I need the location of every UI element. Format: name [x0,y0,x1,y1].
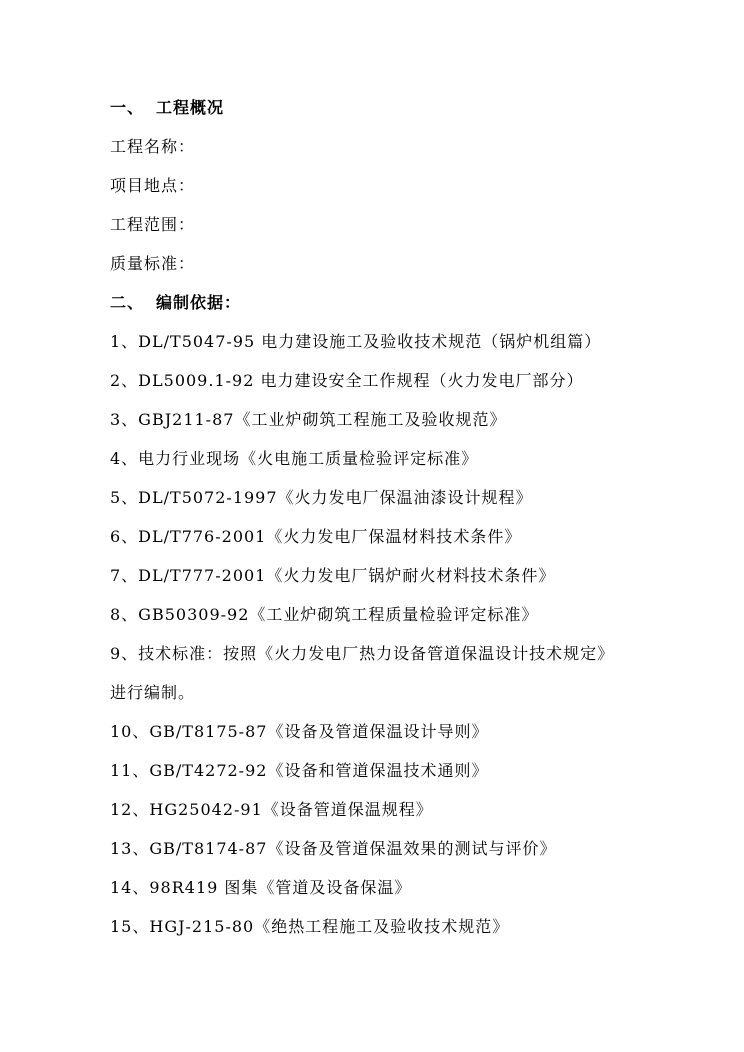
field-label: 工程范围： [110,215,196,234]
field-label: 工程名称： [110,137,196,156]
list-item: 7、DL/T777-2001《火力发电厂锅炉耐火材料技术条件》 [110,566,556,585]
field-project-location [110,176,205,196]
list-item: 6、DL/T776-2001《火力发电厂保温材料技术条件》 [110,527,522,546]
list-item: 9、技术标准：按照《火力发电厂热力设备管道保温设计技术规定》 [110,644,615,663]
list-item: 4、电力行业现场《火电施工质量检验评定标准》 [110,449,479,468]
list-item: 13、GB/T8174-87《设备及管道保温效果的测试与评价》 [110,839,557,858]
list-item: 2、DL5009.1-92 电力建设安全工作规程（火力发电厂部分） [110,371,584,390]
field-project-scope [110,215,205,235]
list-item-continuation: 进行编制。 [110,683,196,702]
list-item: 10、GB/T8175-87《设备及管道保温设计导则》 [110,722,489,741]
section-number: 二、 [110,293,145,312]
list-item: 8、GB50309-92《工业炉砌筑工程质量检验评定标准》 [110,605,539,624]
list-item: 5、DL/T5072-1997《火力发电厂保温油漆设计规程》 [110,488,533,507]
section-heading-basis [110,293,241,313]
list-item: 3、GBJ211-87《工业炉砌筑工程施工及验收规范》 [110,410,507,429]
list-item: 14、98R419 图集《管道及设备保温》 [110,878,412,897]
field-label: 质量标准： [110,254,196,273]
field-project-name [110,137,205,157]
list-item: 11、GB/T4272-92《设备和管道保温技术通则》 [110,761,489,780]
section-title: 工程概况 [156,98,225,117]
list-item: 15、HGJ-215-80《绝热工程施工及验收技术规范》 [110,917,510,936]
section-number: 一、 [110,98,145,117]
list-item: 12、HG25042-91《设备管道保温规程》 [110,800,433,819]
list-item: 1、DL/T5047-95 电力建设施工及验收技术规范（锅炉机组篇） [110,332,602,351]
field-label: 项目地点： [110,176,196,195]
section-heading-overview [110,98,224,118]
field-quality-standard [110,254,205,274]
section-title: 编制依据： [156,293,242,312]
